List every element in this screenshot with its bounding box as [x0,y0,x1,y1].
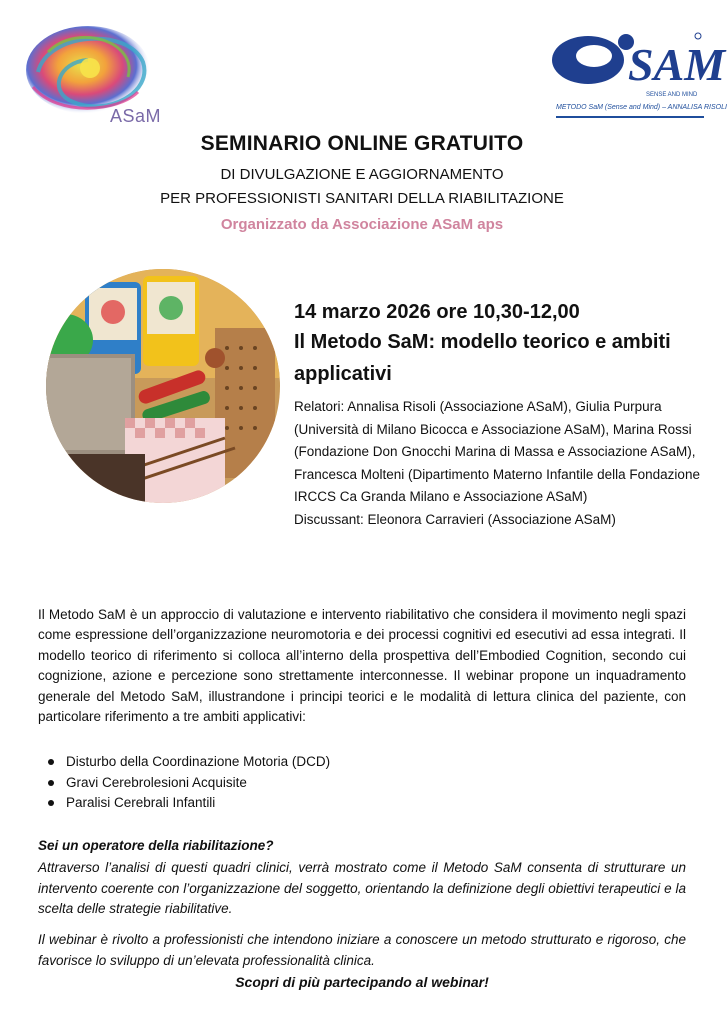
description-paragraph: Il Metodo SaM è un approccio di valutazione e intervento riabilitativo che considera il movimento negli spazi come espressione dell’organizzazione neuromotoria e dei processi cognitivi ed esecutivi ad essa integrati. Il modello teorico di riferimento si colloca all’interno della prospettiva dell’Embodied Cognition, secondo cui cognizione, azione e percezione sono strettamente interconnesse. Il webinar propone un inquadramento generale del Metodo SaM, illustrandone i principi teorici e le modalità di lettura clinica del paziente, con particolare riferimento a tre ambiti applicativi: [38,607,686,725]
asam-logo [18,22,168,132]
event-title: Il Metodo SaM: modello teorico e ambiti applicativi [294,331,671,385]
event-date: 14 marzo 2026 ore 10,30-12,00 [294,301,580,323]
audience-question: Sei un operatore della riabilitazione? [38,838,274,853]
seminar-title: SEMINARIO ONLINE GRATUITO [200,132,524,155]
list-item [48,793,648,814]
list-item-text: Gravi Cerebrolesioni Acquisite [66,774,247,790]
application-areas-list [48,752,648,814]
seminar-subtitle-2: PER PROFESSIONISTI SANITARI DELLA RIABILITAZIONE [160,190,564,207]
sam-logo-graphic [548,22,726,102]
list-item-text: Paralisi Cerebrali Infantili [66,795,216,811]
bullet-icon [48,759,54,765]
sam-logo-text: SAM [628,39,726,90]
therapy-materials-photo [45,268,281,504]
sam-logo [548,22,727,122]
list-item [48,773,648,794]
list-item [48,752,648,773]
call-to-action: Scopri di più partecipando al webinar! [235,974,489,990]
sam-logo-tagline: METODO SaM (Sense and Mind) – ANNALISA RISOLI [556,104,727,111]
closing-paragraph-1: Attraverso l’analisi di questi quadri clinici, verrà mostrato come il Metodo SaM consenta di strutturare un intervento coerente con l’organizzazione del soggetto, orientando la definizione degli obiettivi terapeutici e la scelta delle strategie riabilitative. [38,860,686,917]
list-item-text: Disturbo della Coordinazione Motoria (DCD) [66,754,331,769]
event-details [294,298,704,531]
event-discussant: Discussant: Eleonora Carravieri (Associazione ASaM) [294,511,616,527]
sam-logo-sense: SENSE AND MIND [646,92,698,98]
bullet-icon [48,780,54,786]
bullet-icon [48,800,54,806]
asam-logo-text: ASaM [110,106,162,126]
closing-paragraph-2: Il webinar è rivolto a professionisti che intendono iniziare a conoscere un metodo strutturato e rigoroso, che favorisce lo sviluppo di un’elevata professionalità clinica. [38,932,686,968]
sam-logo-underline [556,116,704,118]
event-speakers: Relatori: Annalisa Risoli (Associazione ASaM), Giulia Purpura (Università di Milano Bicocca e Associazione ASaM), Marina Rossi (Fondazione Don Gnocchi Marina di Massa e Associazione ASaM), Francesca Molteni (Dipartimento Materno Infantile della Fondazione IRCCS Ca Granda Milano e Associazione ASaM) [294,399,700,504]
seminar-subtitle-1: DI DIVULGAZIONE E AGGIORNAMENTO [220,166,504,183]
organizer-line: Organizzato da Associazione ASaM aps [220,216,504,233]
